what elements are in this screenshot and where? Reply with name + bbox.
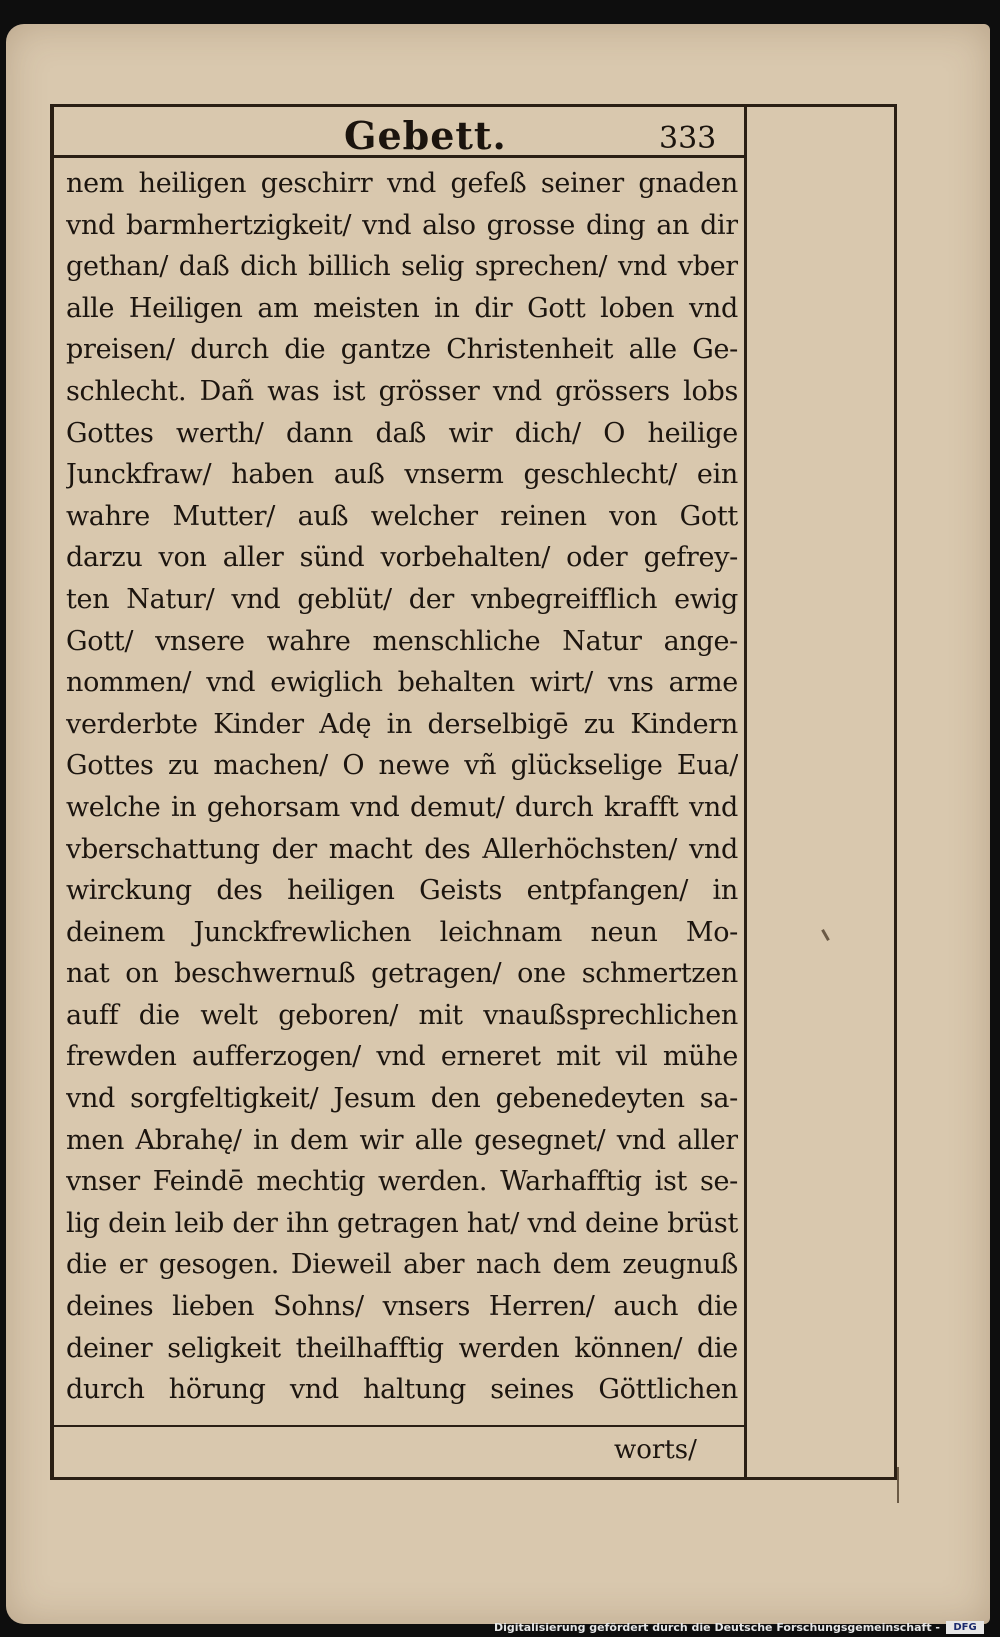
text-line: alle Heiligen am meisten in dir Gott loben vnd	[66, 292, 738, 324]
text-line: deinem Junckfrewlichen leichnam neun Mo-	[66, 916, 738, 948]
text-line: die er gesogen. Dieweil aber nach dem zeugnuß	[66, 1249, 738, 1281]
text-line: nem heiligen geschirr vnd gefeß seiner gnaden	[66, 168, 738, 199]
text-line: Gottes werth/ dann daß wir dich/ O heilige	[66, 417, 738, 449]
text-line: deines lieben Sohns/ vnsers Herren/ auch die	[66, 1291, 738, 1323]
dfg-logo: DFG	[946, 1621, 984, 1634]
text-line: men Abrahę/ in dem wir alle gesegnet/ vnd aller	[66, 1124, 738, 1156]
book-page	[6, 24, 990, 1624]
text-line: wahre Mutter/ auß welcher reinen von Gott	[66, 500, 738, 532]
text-line: welche in gehorsam vnd demut/ durch krafft vnd	[66, 791, 738, 823]
text-line: nommen/ vnd ewiglich behalten wirt/ vns arme	[66, 667, 738, 699]
digitization-credit: Digitalisierung gefördert durch die Deutsche Forschungsgemeinschaft -	[493, 1621, 940, 1634]
page-frame	[50, 104, 897, 1480]
text-line: Gott/ vnsere wahre menschliche Natur ange-	[66, 625, 738, 657]
text-line: nat on beschwernuß getragen/ one schmertzen	[66, 958, 738, 990]
text-line: Gottes zu machen/ O newe vñ glückselige Eua/	[66, 750, 738, 782]
text-line: schlecht. Dañ was ist grösser vnd grössers lobs	[66, 375, 738, 407]
text-line: vnser Feindē mechtig werden. Warhafftig ist se-	[66, 1166, 738, 1198]
text-line: lig dein leib der ihn getragen hat/ vnd deine brüst	[66, 1207, 738, 1239]
page-number: 333	[659, 121, 717, 156]
text-line: vberschattung der macht des Allerhöchsten/ vnd	[66, 833, 738, 865]
text-line: preisen/ durch die gantze Christenheit alle Ge-	[66, 334, 738, 366]
edge-tick-mark	[897, 1467, 899, 1503]
margin-column-rule	[744, 107, 747, 1477]
catchword: worts/	[614, 1435, 697, 1465]
text-line: durch hörung vnd haltung seines Göttlichen	[66, 1374, 738, 1406]
text-line: auff die welt geboren/ mit vnaußsprechlichen	[66, 999, 738, 1031]
text-line: Junckfraw/ haben auß vnserm geschlecht/ ein	[66, 459, 738, 491]
text-line: darzu von aller sünd vorbehalten/ oder gefrey-	[66, 542, 738, 574]
text-block	[66, 163, 738, 1411]
text-line: wirckung des heiligen Geists entpfangen/ in	[66, 875, 738, 907]
text-line: ten Natur/ vnd geblüt/ der vnbegreifflich ewig	[66, 583, 738, 615]
text-line: frewden aufferzogen/ vnd erneret mit vil mühe	[66, 1041, 738, 1073]
text-line: verderbte Kinder Adę in derselbigē zu Kindern	[66, 708, 738, 740]
text-line: gethan/ daß dich billich selig sprechen/ vnd vber	[66, 251, 738, 283]
text-line: vnd barmhertzigkeit/ vnd also grosse ding an dir	[66, 209, 738, 241]
text-line: deiner seligkeit theilhafftig werden können/ die	[66, 1332, 738, 1364]
running-head: Gebett.	[344, 113, 507, 158]
footer-rule	[54, 1425, 744, 1427]
text-line: vnd sorgfeltigkeit/ Jesum den gebenedeyten sa-	[66, 1083, 738, 1115]
